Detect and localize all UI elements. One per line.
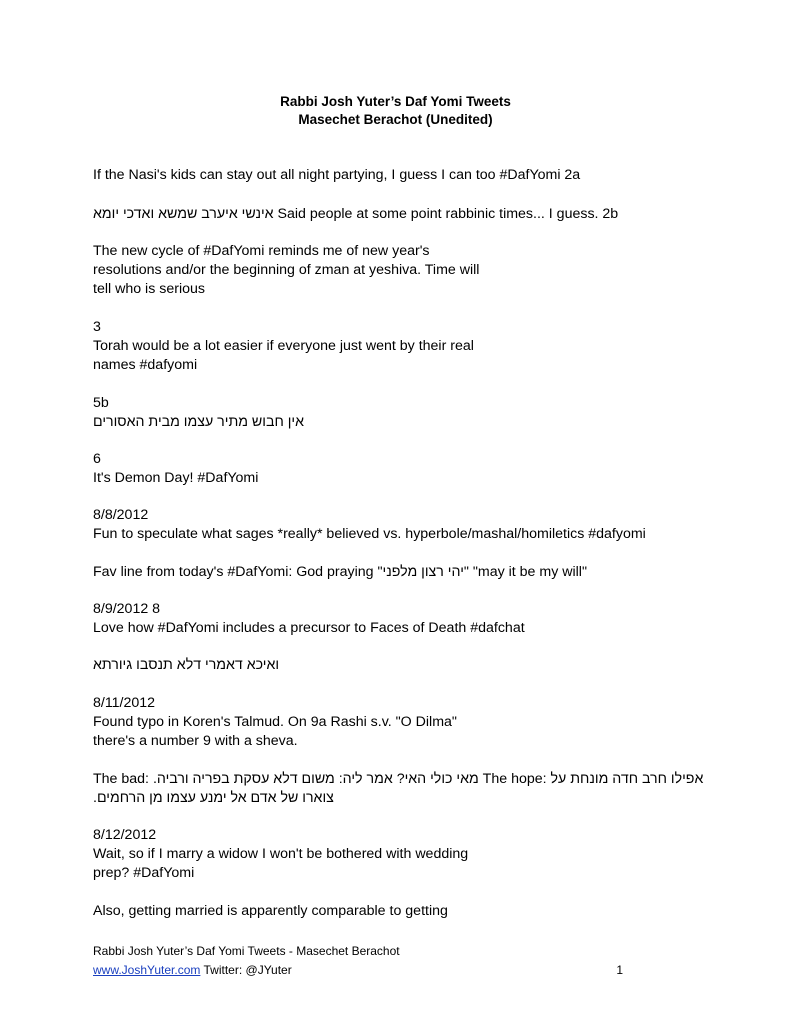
tweet-entry (93, 694, 713, 751)
hebrew-text-content: אין חבוש מתיר עצמו מבית האסורים (93, 414, 305, 430)
tweet-entry (93, 166, 713, 185)
tweet-text: Torah would be a lot easier if everyone just went by their real (93, 338, 474, 354)
hebrew-text (93, 413, 713, 432)
tweet-entry (93, 450, 713, 488)
tweet-text: The new cycle of #DafYomi reminds me of new year's (93, 243, 430, 259)
hebrew-text: אפילו חרב חדה מונחת על (550, 771, 704, 787)
english-text: Fav line from today's #DafYomi: God praying " (93, 564, 383, 580)
tweet-entry (93, 242, 713, 299)
tweet-text: Found typo in Koren's Talmud. On 9a Rashi s.v. "O Dilma" (93, 714, 457, 730)
hebrew-text: יהי רצון מלפני (382, 564, 464, 580)
tweet-text: It's Demon Day! #DafYomi (93, 470, 259, 486)
hebrew-text: מאי כולי האי? אמר ליה: משום דלא עסקת בפריה ורביה. (152, 771, 479, 787)
tweet-text: Fun to speculate what sages *really* believed vs. hyperbole/mashal/homiletics #dafyomi (93, 526, 646, 542)
document-title (0, 93, 791, 129)
tweet-text: Wait, so if I marry a widow I won't be bothered with wedding (93, 846, 469, 862)
english-text: Said people at some point rabbinic times... I guess. 2b (273, 206, 619, 222)
tweet-text: Also, getting married is apparently comparable to getting (93, 903, 448, 919)
tweet-entry (93, 826, 713, 883)
english-text: " "may it be my will" (463, 564, 587, 580)
title-line: Rabbi Josh Yuter’s Daf Yomi Tweets (280, 94, 511, 109)
english-text: The bad: (93, 771, 153, 787)
daf-label: 5b (93, 395, 109, 411)
hebrew-text (93, 789, 713, 808)
tweet-entry (93, 506, 713, 544)
hebrew-text: אינשי איערב שמשא ואדכי יומא (93, 206, 274, 222)
tweet-entry (93, 902, 713, 921)
subtitle-line: Masechet Berachot (Unedited) (298, 112, 493, 127)
tweet-text: names #dafyomi (93, 357, 198, 373)
daf-label: 6 (93, 451, 101, 467)
date-label: 8/12/2012 (93, 827, 157, 843)
tweet-entry (93, 205, 713, 224)
hebrew-text-content: ואיכא דאמרי דלא תנסבו גיורתא (93, 657, 280, 673)
hebrew-text-content: צוארו של אדם אל ימנע עצמו מן הרחמים. (93, 790, 334, 806)
tweet-text: there's a number 9 with a sheva. (93, 733, 298, 749)
tweet-entry (93, 770, 713, 808)
tweet-entry (93, 394, 713, 432)
tweet-text: prep? #DafYomi (93, 865, 195, 881)
page-footer (93, 942, 623, 980)
tweet-text: resolutions and/or the beginning of zman at yeshiva. Time will (93, 262, 480, 278)
page-number: 1 (616, 963, 623, 977)
tweet-text (93, 770, 713, 789)
english-text: The hope: (478, 771, 551, 787)
tweet-entry (93, 563, 713, 582)
date-label: 8/8/2012 (93, 507, 149, 523)
footer-links (93, 961, 623, 980)
tweet-text: Love how #DafYomi includes a precursor to Faces of Death #dafchat (93, 620, 525, 636)
twitter-handle: Twitter: @JYuter (200, 963, 292, 977)
tweet-text: If the Nasi's kids can stay out all night partying, I guess I can too #DafYomi 2a (93, 167, 581, 183)
date-label: 8/9/2012 8 (93, 601, 161, 617)
hebrew-text (93, 656, 713, 675)
tweet-text (93, 563, 713, 582)
tweet-text (93, 205, 713, 224)
tweet-entry (93, 656, 713, 675)
tweet-entry (93, 318, 713, 375)
tweet-entry (93, 600, 713, 638)
date-label: 8/11/2012 (93, 695, 156, 711)
footer-title: Rabbi Josh Yuter’s Daf Yomi Tweets - Masechet Berachot (93, 944, 400, 958)
daf-label: 3 (93, 319, 101, 335)
tweet-text: tell who is serious (93, 281, 205, 297)
website-link[interactable]: www.JoshYuter.com (93, 963, 201, 977)
